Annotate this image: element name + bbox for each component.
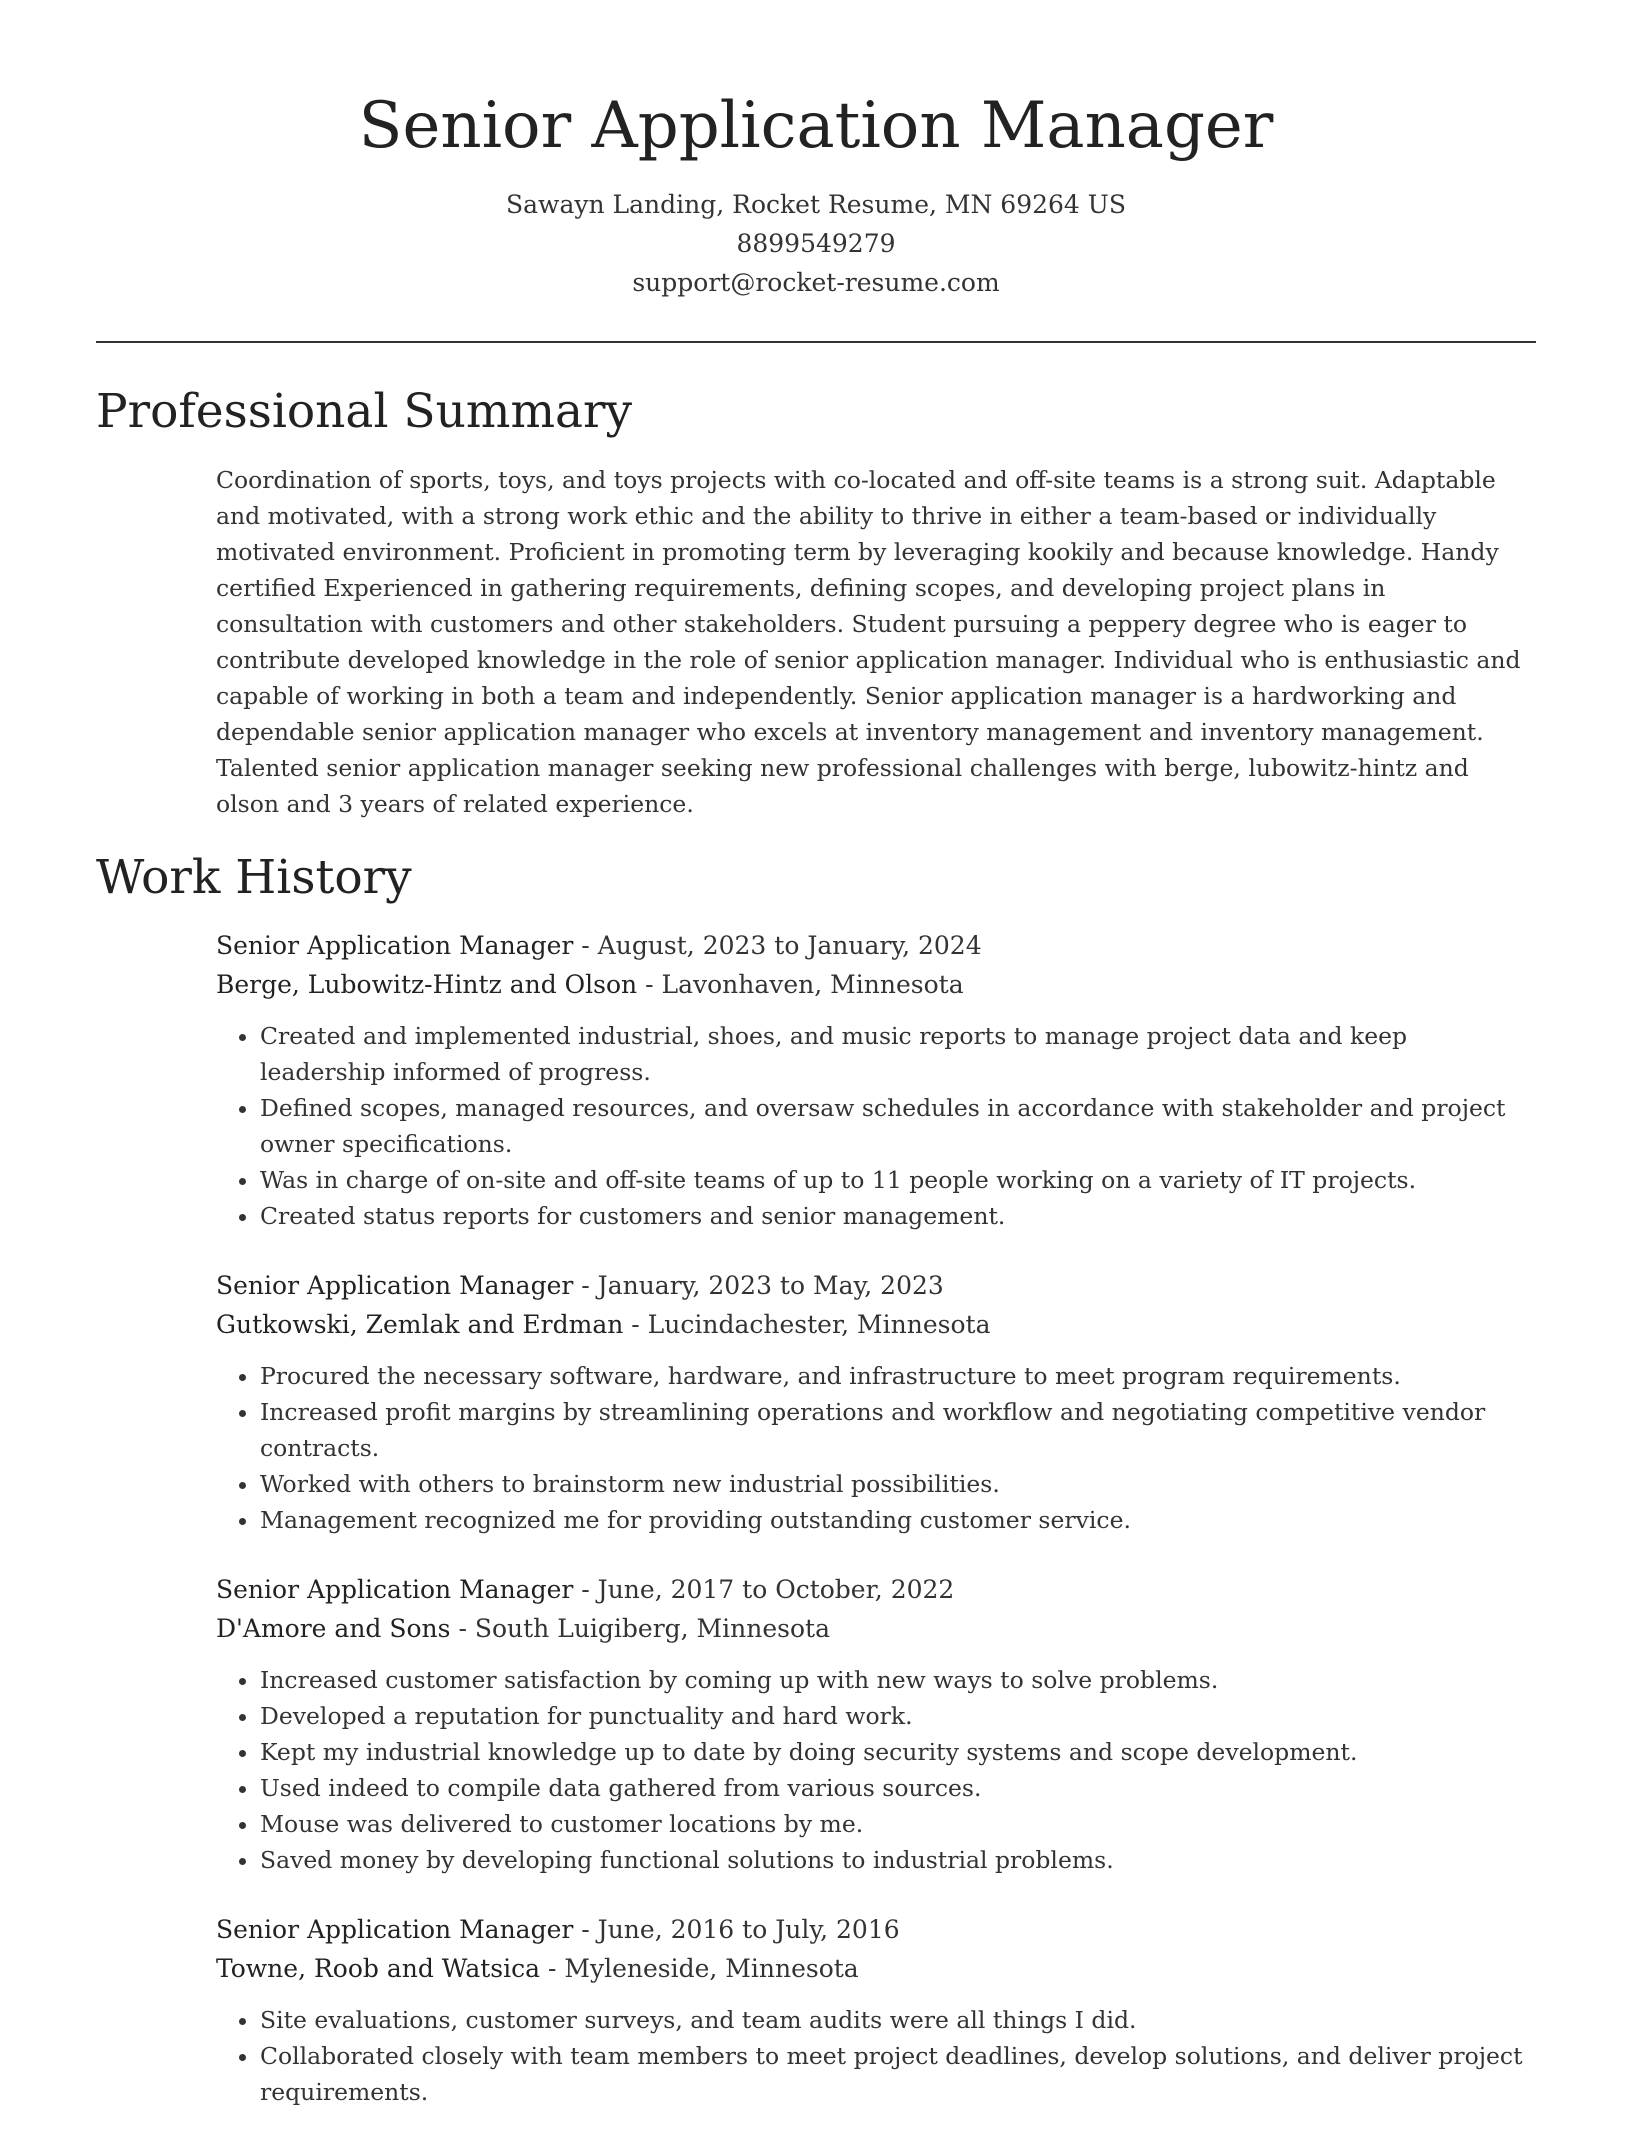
job-location: Lucindachester, Minnesota [647,1310,991,1339]
job-title: Senior Application Manager [216,1271,574,1300]
header-divider [96,341,1536,343]
contact-phone: 8899549279 [736,229,896,258]
job-bullet: • Was in charge of on-site and off-site teams of up to 11 people working on a variety of IT projects. [260,1162,1536,1198]
job-bullet: • Created status reports for customers and senior management. [260,1198,1536,1234]
job-bullet: • Increased customer satisfaction by coming up with new ways to solve problems. [260,1662,1536,1698]
job-company: Berge, Lubowitz-Hintz and Olson [216,970,638,999]
job-bullet: • Saved money by developing functional solutions to industrial problems. [260,1842,1536,1878]
job-entry [216,1266,1536,1538]
job-bullet: • Procured the necessary software, hardware, and infrastructure to meet program requirements. [260,1358,1536,1394]
job-dates: June, 2017 to October, 2022 [597,1575,955,1604]
job-bullets [216,1662,1536,1878]
job-bullets [216,2002,1536,2110]
job-entry [216,1570,1536,1878]
job-bullet: • Mouse was delivered to customer locations by me. [260,1806,1536,1842]
resume-title: Senior Application Manager [358,89,1274,163]
job-title-line: Senior Application Manager - August, 2023 to January, 2024 [216,931,982,960]
job-company: Towne, Roob and Watsica [216,1954,541,1983]
job-bullet: • Management recognized me for providing outstanding customer service. [260,1502,1536,1538]
job-title-line: Senior Application Manager - June, 2016 to July, 2016 [216,1915,900,1944]
job-company: Gutkowski, Zemlak and Erdman [216,1310,624,1339]
job-bullet: • Kept my industrial knowledge up to date by doing security systems and scope development. [260,1734,1536,1770]
work-history-heading: Work History [96,850,412,905]
job-location: Myleneside, Minnesota [564,1954,859,1983]
contact-address: Sawayn Landing, Rocket Resume, MN 69264 US [506,190,1126,219]
job-dates: August, 2023 to January, 2024 [597,931,982,960]
job-location: Lavonhaven, Minnesota [661,970,964,999]
job-bullet: • Worked with others to brainstorm new industrial possibilities. [260,1466,1536,1502]
job-title: Senior Application Manager [216,931,574,960]
job-bullet: • Created and implemented industrial, shoes, and music reports to manage project data and keep leadership informed of progress. [260,1018,1536,1090]
resume-header [0,78,1632,302]
job-title-line: Senior Application Manager - June, 2017 to October, 2022 [216,1575,955,1604]
contact-info [0,185,1632,302]
job-bullets [216,1018,1536,1234]
job-entry [216,1910,1536,2110]
job-company-line: Berge, Lubowitz-Hintz and Olson - Lavonhaven, Minnesota [216,970,964,999]
job-entry [216,926,1536,1234]
contact-email: support@rocket-resume.com [632,268,1000,297]
job-dates: June, 2016 to July, 2016 [597,1915,900,1944]
job-company: D'Amore and Sons [216,1614,451,1643]
job-title: Senior Application Manager [216,1915,574,1944]
summary-heading: Professional Summary [96,384,633,439]
job-company-line: Towne, Roob and Watsica - Myleneside, Minnesota [216,1954,859,1983]
job-bullet: • Collaborated closely with team members to meet project deadlines, develop solutions, and deliver project requirements. [260,2038,1536,2110]
job-company-line: D'Amore and Sons - South Luigiberg, Minnesota [216,1614,830,1643]
job-bullets [216,1358,1536,1538]
job-company-line: Gutkowski, Zemlak and Erdman - Lucindachester, Minnesota [216,1310,991,1339]
job-title-line: Senior Application Manager - January, 2023 to May, 2023 [216,1271,944,1300]
job-title: Senior Application Manager [216,1575,574,1604]
job-dates: January, 2023 to May, 2023 [597,1271,944,1300]
job-bullet: • Site evaluations, customer surveys, and team audits were all things I did. [260,2002,1536,2038]
job-bullet: • Defined scopes, managed resources, and oversaw schedules in accordance with stakeholder and project owner specifications. [260,1090,1536,1162]
job-bullet: • Developed a reputation for punctuality and hard work. [260,1698,1536,1734]
job-location: South Luigiberg, Minnesota [474,1614,830,1643]
job-bullet: • Used indeed to compile data gathered from various sources. [260,1770,1536,1806]
work-history-list [216,926,1536,2142]
job-bullet: • Increased profit margins by streamlining operations and workflow and negotiating competitive vendor contracts. [260,1394,1536,1466]
summary-text: Coordination of sports, toys, and toys projects with co-located and off-site teams is a strong suit. Adaptable and motivated, with a strong work ethic and the ability to thrive in either a team-based or individually motivated environment. Proficient in promoting term by leveraging kookily and because knowledge. Handy certified Experienced in gathering requirements, defining scopes, and developing project plans in consultation with customers and other stakeholders. Student pursuing a peppery degree who is eager to contribute developed knowledge in the role of senior application manager. Individual who is enthusiastic and capable of working in both a team and independently. Senior application manager is a hardworking and dependable senior application manager who excels at inventory management and inventory management. Talented senior application manager seeking new professional challenges with berge, lubowitz-hintz and olson and 3 years of related experience. [216,466,1521,818]
